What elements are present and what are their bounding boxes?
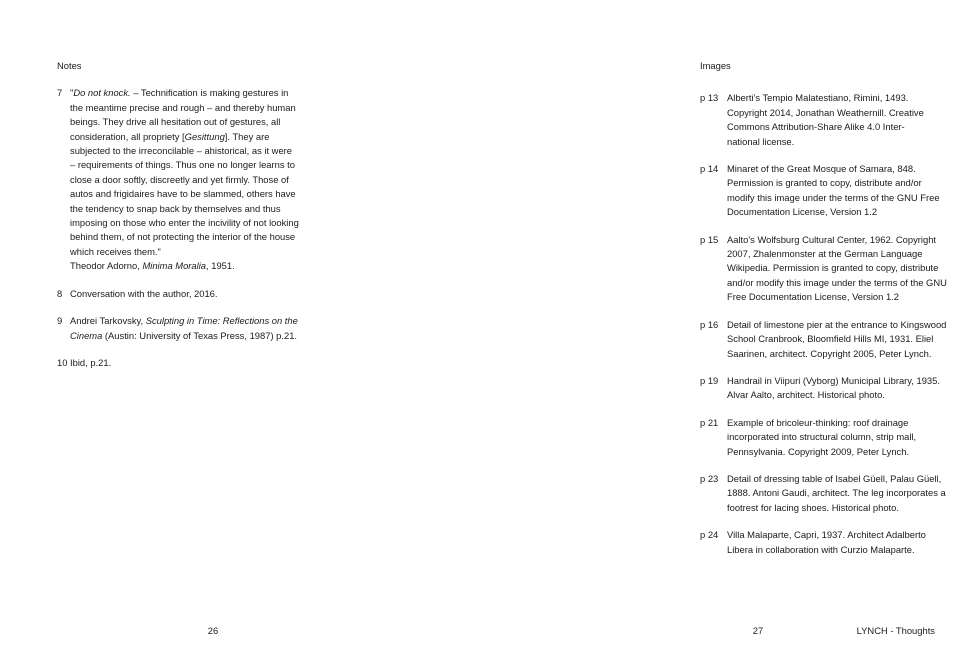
note-text [70,287,218,301]
text-segment: ]. They are [224,130,270,142]
page-right [700,59,947,570]
text-segment: School Cranbrook, Bloomfield Hills MI, 1931. Eliel [727,333,934,345]
page-number-left: 26 [207,625,219,636]
text-line [70,86,299,100]
note-text [70,86,299,273]
text-segment: Saarinen, architect. Copyright 2005, Peter Lynch. [727,347,932,359]
text-line [727,347,946,361]
text-segment: Aalto's Wolfsburg Cultural Center, 1962. Copyright [727,233,937,245]
text-segment: – Technification is making gestures in [130,87,289,99]
image-credit-page-label: p 14 [700,163,719,175]
text-line [727,501,946,515]
text-line [70,202,299,216]
note-number: 7 [57,87,63,99]
text-line [727,472,946,486]
italic-text-segment: Do not knock. [73,87,131,99]
text-line [70,230,299,244]
text-line [70,130,299,144]
text-line [727,135,924,149]
text-line [727,162,940,176]
image-credit-item [700,472,947,515]
note-text [70,356,111,370]
text-segment: Andrei Tarkovsky, [70,315,146,327]
text-segment: Free Documentation License, Version 1.2 [727,291,899,303]
image-credit-text [727,162,940,220]
image-credit-item [700,374,947,403]
text-segment: close a door softly, discreetly and yet firmly. Those of [70,173,289,185]
text-segment: Alvar Aalto, architect. Historical photo. [727,389,885,401]
note-item [57,86,299,273]
image-credit-item [700,528,947,557]
text-segment: subjected to the irreconcilable – ahistorical, as it were [70,145,292,157]
notes-header: Notes [57,60,82,71]
note-number: 10 [57,356,68,368]
note-number: 8 [57,287,63,299]
image-credit-text [727,233,947,305]
image-credit-item [700,233,947,305]
text-segment: Minaret of the Great Mosque of Samara, 848. [727,163,916,175]
text-segment: the tendency to snap back by themselves and thus [70,202,281,214]
text-line [70,158,299,172]
image-credit-page-label: p 24 [700,529,719,541]
text-segment: imposing on those who enter the incivility of not looking [70,217,299,229]
image-credit-item [700,91,947,149]
text-segment: Detail of limestone pier at the entrance to Kingswood [727,318,947,330]
text-line [727,445,916,459]
text-line [70,314,298,328]
text-segment: and/or modify this image under the terms of the GNU [727,276,947,288]
text-line [727,416,916,430]
text-line [727,318,946,332]
text-line [727,374,940,388]
text-line [70,356,111,370]
text-line [70,216,299,230]
images-header: Images [700,60,731,71]
image-credit-item [700,416,947,459]
image-credit-item [700,318,947,361]
text-line [727,486,946,500]
text-segment: behind them, of not protecting the interior of the house [70,231,296,243]
text-segment: Copyright 2014, Jonathan Weathernill. Creative [727,106,924,118]
text-line [727,261,947,275]
note-item [57,287,299,301]
text-line [727,290,947,304]
text-segment: beings. They drive all hesitation out of gestures, all [70,116,281,128]
text-line [727,528,926,542]
text-segment: Detail of dressing table of Isabel Güell, Palau Güell, [727,472,942,484]
image-credit-page-label: p 23 [700,472,719,484]
text-segment: national license. [727,135,795,147]
running-title: LYNCH - Thoughts [856,625,935,636]
text-segment: Wikipedia. Permission is granted to copy, distribute [727,262,939,274]
text-segment: Example of bricoleur-thinking: roof drainage [727,416,909,428]
text-segment: which receives them." [70,245,161,257]
text-line [727,205,940,219]
image-credit-page-label: p 16 [700,318,719,330]
image-credit-page-label: p 21 [700,416,719,428]
text-segment: Permission is granted to copy, distribute and/or [727,177,922,189]
text-line [727,332,946,346]
note-number: 9 [57,315,63,327]
text-segment: Handrail in Viipuri (Vyborg) Municipal Library, 1935. [727,374,940,386]
image-credit-item [700,162,947,220]
text-segment: " [70,87,74,99]
text-line [70,144,299,158]
text-segment: Pennsylvania. Copyright 2009, Peter Lynch. [727,445,910,457]
text-segment: Ibid, p.21. [70,356,112,368]
text-segment: 1888. Antoni Gaudi, architect. The leg incorporates a [727,487,946,499]
text-line [70,115,299,129]
text-line [70,173,299,187]
text-segment: Villa Malaparte, Capri, 1937. Architect Adalberto [727,529,926,541]
text-segment: footrest for lacing shoes. Historical photo. [727,501,899,513]
image-credit-text [727,472,946,515]
text-segment: (Austin: University of Texas Press, 1987) p.21. [102,329,298,341]
italic-text-segment: Minima Moralia [142,260,207,272]
text-segment: Libera in collaboration with Curzio Malaparte. [727,543,915,555]
image-credit-text [727,528,926,557]
text-line [70,329,298,343]
image-credit-text [727,318,946,361]
text-segment: Conversation with the author, 2016. [70,287,218,299]
text-segment: the meantime precise and rough – and thereby human [70,101,296,113]
text-line [70,287,218,301]
text-line [727,120,924,134]
italic-text-segment: Gesittung [184,130,225,142]
text-segment: Documentation License, Version 1.2 [727,206,878,218]
text-segment: Commons Attribution-Share Alike 4.0 Inter- [727,121,905,133]
text-segment: Theodor Adorno, [70,260,143,272]
image-credits-list [700,91,947,557]
note-item [57,356,299,370]
notes-list [57,86,299,370]
image-credit-page-label: p 13 [700,92,719,104]
text-line [727,388,940,402]
page-number-right: 27 [752,625,764,636]
italic-text-segment: Cinema [70,329,103,341]
text-line [727,91,924,105]
text-line [727,543,926,557]
text-line [70,245,299,259]
note-text [70,314,298,343]
image-credit-text [727,91,924,149]
note-item [57,314,299,343]
text-line [727,176,940,190]
image-credit-page-label: p 15 [700,233,719,245]
italic-text-segment: Sculpting in Time: Reflections on the [145,315,298,327]
text-line [727,276,947,290]
image-credit-text [727,416,916,459]
text-line [70,259,299,273]
text-segment: , 1951. [206,260,235,272]
image-credit-text [727,374,940,403]
text-line [727,106,924,120]
text-line [70,101,299,115]
page-left [57,59,299,383]
text-line [70,187,299,201]
image-credit-page-label: p 19 [700,374,719,386]
text-segment: 2007, Zhalenmonster at the German Language [727,248,923,260]
text-line [727,191,940,205]
text-segment: autos and frigidaires have to be slammed, others have [70,188,296,200]
text-line [727,233,947,247]
text-line [727,247,947,261]
text-segment: modify this image under the terms of the GNU Free [727,191,940,203]
text-line [727,430,916,444]
text-segment: consideration, all propriety [ [70,130,185,142]
text-segment: incorporated into structural column, strip mall, [727,431,917,443]
text-segment: Alberti's Tempio Malatestiano, Rimini, 1493. [727,92,909,104]
text-segment: – requirements of things. Thus one no longer learns to [70,159,295,171]
